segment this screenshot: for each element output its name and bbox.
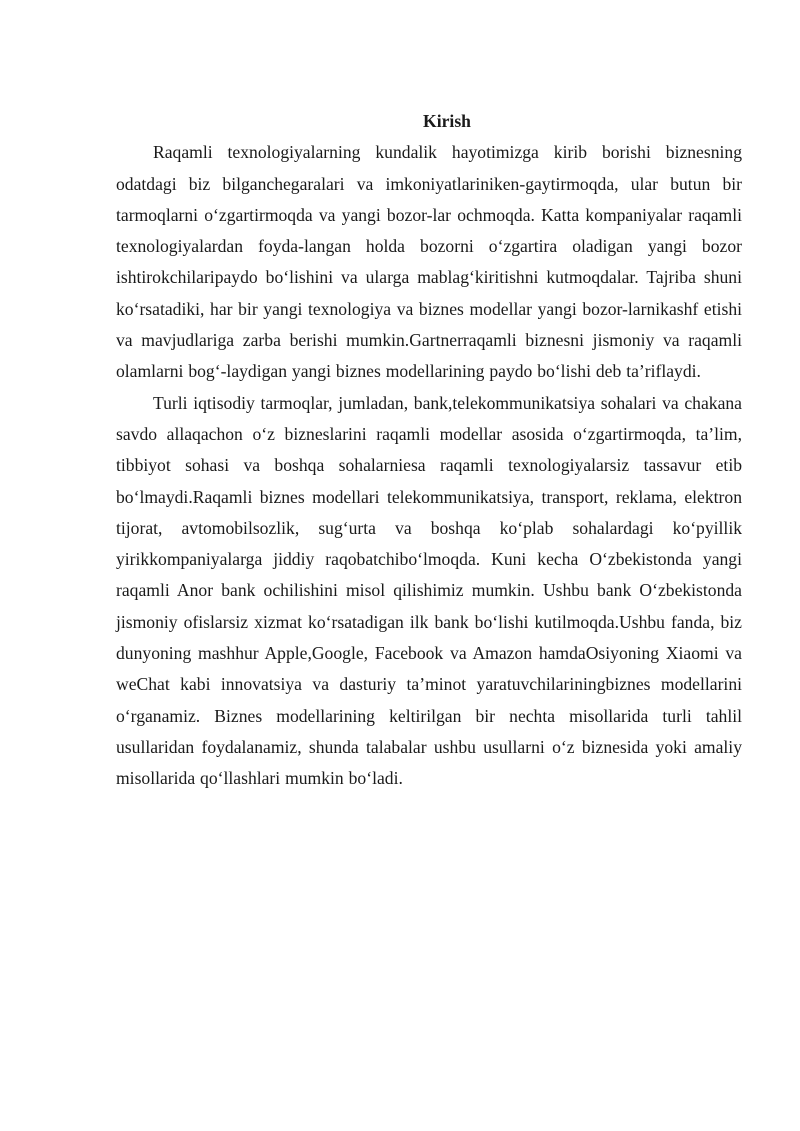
document-body xyxy=(116,106,742,795)
paragraph-intro: Raqamli texnologiyalarning kundalik hayotimizga kirib borishi biznesning odatdagi biz bilganchegaralari va imkoniyatlariniken-gaytirmoqda, ular butun bir tarmoqlarni o‘zgartirmoqda va yangi bozor-lar ochmoqda. Katta kompaniyalar raqamli texnologiyalardan foyda-langan holda bozorni o‘zgartira oladigan yangi bozor ishtirokchilaripaydo bo‘lishini va ularga mablag‘kiritishni kutmoqdalar. Tajriba shuni ko‘rsatadiki, har bir yangi texnologiya va biznes modellar yangi bozor-larnikashf etishi va mavjudlariga zarba berishi mumkin.Gartnerraqamli biznesni jismoniy va raqamli olamlarni bog‘-laydigan yangi biznes modellarining paydo bo‘lishi deb ta’riflaydi. xyxy=(116,142,742,382)
paragraph-industries: Turli iqtisodiy tarmoqlar, jumladan, bank,telekommunikatsiya sohalari va chakana savdo allaqachon o‘z bizneslarini raqamli modellar asosida o‘zgartirmoqda, ta’lim, tibbiyot sohasi va boshqa sohalarniesa raqamli texnologiyalarsiz tassavur etib bo‘lmaydi.Raqamli biznes modellari telekommunikatsiya, transport, reklama, elektron tijorat, avtomobilsozlik, sug‘urta va boshqa ko‘plab sohalardagi ko‘pyillik yirikkompaniyalarga jiddiy raqobatchibo‘lmoqda. Kuni kecha O‘zbekistonda yangi raqamli Anor bank ochilishini misol qilishimiz mumkin. Ushbu bank O‘zbekistonda jismoniy ofislarsiz xizmat ko‘rsatadigan ilk bank bo‘lishi kutilmoqda.Ushbu fanda, biz dunyoning mashhur Apple,Google, Facebook va Amazon hamdaOsiyoning Xiaomi va weChat kabi innovatsiya va dasturiy ta’minot yaratuvchilariningbiznes modellarini o‘rganamiz. Biznes modellarining keltirilgan bir nechta misollarida turli tahlil usullaridan foydalanamiz, shunda talabalar ushbu usullarni o‘z biznesida yoki amaliy misollarida qo‘llashlari mumkin bo‘ladi. xyxy=(116,392,742,789)
section-title: Kirish xyxy=(423,111,471,131)
